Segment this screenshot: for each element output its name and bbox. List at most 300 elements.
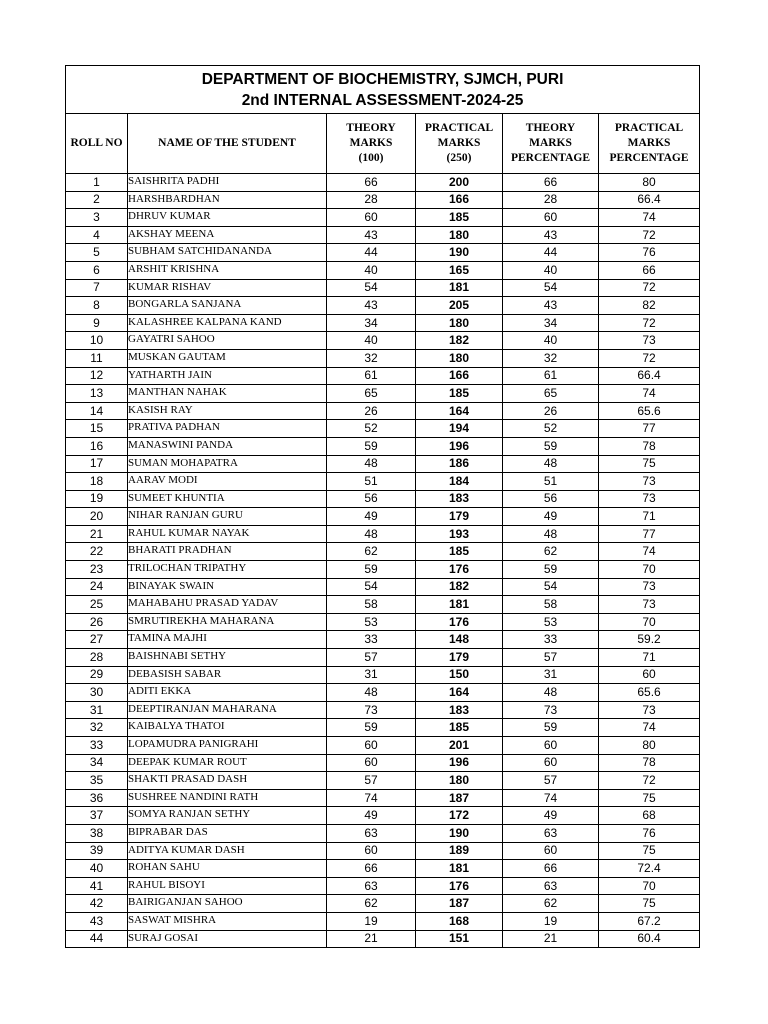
practical-percentage-cell: 72 (599, 279, 700, 297)
student-name-cell: TRILOCHAN TRIPATHY (128, 561, 327, 579)
roll-no-cell: 14 (66, 402, 128, 420)
header-line: PERCENTAGE (510, 152, 591, 164)
theory-marks-cell: 73 (327, 701, 416, 719)
theory-marks-cell: 48 (327, 684, 416, 702)
practical-percentage-cell: 73 (599, 701, 700, 719)
practical-percentage-cell: 80 (599, 174, 700, 192)
roll-no-cell: 30 (66, 684, 128, 702)
theory-marks-cell: 48 (327, 525, 416, 543)
table-row (66, 279, 700, 297)
practical-percentage-cell: 78 (599, 437, 700, 455)
table-row (66, 244, 700, 262)
practical-percentage-cell: 73 (599, 596, 700, 614)
practical-percentage-cell: 68 (599, 807, 700, 825)
theory-marks-cell: 43 (327, 297, 416, 315)
student-name-cell: ADITYA KUMAR DASH (128, 842, 327, 860)
theory-percentage-cell: 61 (503, 367, 599, 385)
practical-marks-cell: 180 (416, 226, 503, 244)
practical-marks-cell: 180 (416, 349, 503, 367)
table-row (66, 191, 700, 209)
practical-marks-cell: 176 (416, 561, 503, 579)
table-row (66, 174, 700, 192)
student-name-cell: BAISHNABI SETHY (128, 649, 327, 667)
theory-marks-cell: 19 (327, 912, 416, 930)
practical-percentage-cell: 72.4 (599, 860, 700, 878)
practical-marks-cell: 164 (416, 402, 503, 420)
roll-no-cell: 4 (66, 226, 128, 244)
theory-marks-cell: 54 (327, 279, 416, 297)
student-name-cell: BINAYAK SWAIN (128, 578, 327, 596)
theory-percentage-cell: 73 (503, 701, 599, 719)
student-name-cell: BAIRIGANJAN SAHOO (128, 895, 327, 913)
roll-no-cell: 21 (66, 525, 128, 543)
col-theory-percentage-header (503, 114, 599, 174)
roll-no-cell: 44 (66, 930, 128, 948)
theory-percentage-cell: 57 (503, 649, 599, 667)
student-name-cell: MUSKAN GAUTAM (128, 349, 327, 367)
table-row (66, 437, 700, 455)
roll-no-cell: 28 (66, 649, 128, 667)
header-line: (100) (358, 152, 384, 164)
theory-percentage-cell: 60 (503, 209, 599, 227)
roll-no-cell: 38 (66, 824, 128, 842)
theory-marks-cell: 32 (327, 349, 416, 367)
practical-marks-cell: 182 (416, 578, 503, 596)
theory-percentage-cell: 60 (503, 737, 599, 755)
practical-percentage-cell: 59.2 (599, 631, 700, 649)
student-name-cell: SMRUTIREKHA MAHARANA (128, 613, 327, 631)
table-row (66, 226, 700, 244)
theory-marks-cell: 74 (327, 789, 416, 807)
theory-percentage-cell: 26 (503, 402, 599, 420)
roll-no-cell: 5 (66, 244, 128, 262)
table-row (66, 578, 700, 596)
roll-no-cell: 32 (66, 719, 128, 737)
theory-marks-cell: 65 (327, 385, 416, 403)
practical-percentage-cell: 73 (599, 332, 700, 350)
theory-percentage-cell: 66 (503, 174, 599, 192)
table-row (66, 684, 700, 702)
student-name-cell: DEEPTIRANJAN MAHARANA (128, 701, 327, 719)
table-row (66, 297, 700, 315)
header-line: MARKS (349, 137, 393, 149)
table-row (66, 737, 700, 755)
practical-marks-cell: 181 (416, 860, 503, 878)
table-row (66, 314, 700, 332)
table-row (66, 631, 700, 649)
roll-no-cell: 12 (66, 367, 128, 385)
title-line-1: DEPARTMENT OF BIOCHEMISTRY, SJMCH, PURI (201, 70, 564, 88)
table-row (66, 649, 700, 667)
practical-marks-cell: 196 (416, 437, 503, 455)
theory-marks-cell: 60 (327, 842, 416, 860)
practical-marks-cell: 183 (416, 490, 503, 508)
practical-marks-cell: 186 (416, 455, 503, 473)
table-row (66, 385, 700, 403)
table-row (66, 349, 700, 367)
theory-marks-cell: 49 (327, 807, 416, 825)
student-name-cell: LOPAMUDRA PANIGRAHI (128, 737, 327, 755)
theory-marks-cell: 54 (327, 578, 416, 596)
table-row (66, 490, 700, 508)
theory-marks-cell: 60 (327, 754, 416, 772)
theory-marks-cell: 66 (327, 174, 416, 192)
theory-marks-cell: 34 (327, 314, 416, 332)
table-row (66, 719, 700, 737)
practical-marks-cell: 150 (416, 666, 503, 684)
theory-marks-cell: 60 (327, 209, 416, 227)
theory-marks-cell: 44 (327, 244, 416, 262)
roll-no-cell: 29 (66, 666, 128, 684)
roll-no-cell: 37 (66, 807, 128, 825)
practical-marks-cell: 182 (416, 332, 503, 350)
theory-percentage-cell: 34 (503, 314, 599, 332)
student-name-cell: DEBASISH SABAR (128, 666, 327, 684)
table-body (66, 174, 700, 948)
table-row (66, 561, 700, 579)
practical-marks-cell: 185 (416, 385, 503, 403)
header-line: PRACTICAL (614, 122, 684, 134)
roll-no-cell: 23 (66, 561, 128, 579)
practical-percentage-cell: 74 (599, 543, 700, 561)
practical-percentage-cell: 60.4 (599, 930, 700, 948)
theory-percentage-cell: 60 (503, 842, 599, 860)
practical-percentage-cell: 78 (599, 754, 700, 772)
theory-marks-cell: 59 (327, 437, 416, 455)
practical-marks-cell: 172 (416, 807, 503, 825)
practical-marks-cell: 166 (416, 367, 503, 385)
theory-percentage-cell: 49 (503, 807, 599, 825)
header-line: ROLL NO (70, 137, 123, 149)
practical-percentage-cell: 70 (599, 877, 700, 895)
student-name-cell: MAHABAHU PRASAD YADAV (128, 596, 327, 614)
theory-marks-cell: 28 (327, 191, 416, 209)
table-row (66, 508, 700, 526)
practical-percentage-cell: 67.2 (599, 912, 700, 930)
table-row (66, 402, 700, 420)
practical-marks-cell: 185 (416, 543, 503, 561)
roll-no-cell: 13 (66, 385, 128, 403)
roll-no-cell: 33 (66, 737, 128, 755)
student-name-cell: KALASHREE KALPANA KAND (128, 314, 327, 332)
theory-percentage-cell: 48 (503, 455, 599, 473)
theory-marks-cell: 33 (327, 631, 416, 649)
table-row (66, 754, 700, 772)
roll-no-cell: 2 (66, 191, 128, 209)
table-row (66, 209, 700, 227)
student-name-cell: SUSHREE NANDINI RATH (128, 789, 327, 807)
practical-marks-cell: 205 (416, 297, 503, 315)
practical-marks-cell: 166 (416, 191, 503, 209)
practical-percentage-cell: 70 (599, 561, 700, 579)
theory-marks-cell: 61 (327, 367, 416, 385)
theory-percentage-cell: 59 (503, 719, 599, 737)
practical-marks-cell: 148 (416, 631, 503, 649)
table-row (66, 860, 700, 878)
theory-percentage-cell: 74 (503, 789, 599, 807)
practical-marks-cell: 176 (416, 877, 503, 895)
practical-marks-cell: 190 (416, 824, 503, 842)
practical-marks-cell: 200 (416, 174, 503, 192)
theory-percentage-cell: 31 (503, 666, 599, 684)
student-name-cell: SAISHRITA PADHI (128, 174, 327, 192)
student-name-cell: NIHAR RANJAN GURU (128, 508, 327, 526)
student-name-cell: YATHARTH JAIN (128, 367, 327, 385)
practical-percentage-cell: 71 (599, 508, 700, 526)
theory-marks-cell: 26 (327, 402, 416, 420)
theory-percentage-cell: 60 (503, 754, 599, 772)
roll-no-cell: 15 (66, 420, 128, 438)
roll-no-cell: 36 (66, 789, 128, 807)
theory-marks-cell: 56 (327, 490, 416, 508)
practical-marks-cell: 184 (416, 473, 503, 491)
practical-percentage-cell: 72 (599, 314, 700, 332)
column-header-row (66, 114, 700, 174)
practical-marks-cell: 185 (416, 719, 503, 737)
table-row (66, 824, 700, 842)
practical-percentage-cell: 77 (599, 525, 700, 543)
practical-marks-cell: 151 (416, 930, 503, 948)
roll-no-cell: 19 (66, 490, 128, 508)
table-row (66, 842, 700, 860)
table-row (66, 772, 700, 790)
student-name-cell: SHAKTI PRASAD DASH (128, 772, 327, 790)
practical-marks-cell: 180 (416, 314, 503, 332)
student-name-cell: ARSHIT KRISHNA (128, 261, 327, 279)
student-name-cell: SUBHAM SATCHIDANANDA (128, 244, 327, 262)
theory-percentage-cell: 43 (503, 226, 599, 244)
table-row (66, 525, 700, 543)
theory-marks-cell: 53 (327, 613, 416, 631)
roll-no-cell: 26 (66, 613, 128, 631)
practical-percentage-cell: 72 (599, 772, 700, 790)
practical-marks-cell: 181 (416, 596, 503, 614)
theory-marks-cell: 63 (327, 877, 416, 895)
student-name-cell: ADITI EKKA (128, 684, 327, 702)
practical-percentage-cell: 76 (599, 824, 700, 842)
header-line: MARKS (627, 137, 671, 149)
roll-no-cell: 25 (66, 596, 128, 614)
header-line: MARKS (529, 137, 572, 149)
roll-no-cell: 39 (66, 842, 128, 860)
theory-marks-cell: 63 (327, 824, 416, 842)
student-name-cell: SOMYA RANJAN SETHY (128, 807, 327, 825)
theory-percentage-cell: 65 (503, 385, 599, 403)
theory-percentage-cell: 62 (503, 543, 599, 561)
table-row (66, 930, 700, 948)
theory-percentage-cell: 53 (503, 613, 599, 631)
practical-marks-cell: 187 (416, 895, 503, 913)
theory-percentage-cell: 48 (503, 684, 599, 702)
student-name-cell: HARSHBARDHAN (128, 191, 327, 209)
student-name-cell: RAHUL BISOYI (128, 877, 327, 895)
theory-percentage-cell: 63 (503, 824, 599, 842)
student-name-cell: BIPRABAR DAS (128, 824, 327, 842)
table-row (66, 261, 700, 279)
theory-percentage-cell: 58 (503, 596, 599, 614)
roll-no-cell: 20 (66, 508, 128, 526)
roll-no-cell: 34 (66, 754, 128, 772)
roll-no-cell: 9 (66, 314, 128, 332)
table-row (66, 543, 700, 561)
student-name-cell: AARAV MODI (128, 473, 327, 491)
practical-percentage-cell: 74 (599, 209, 700, 227)
theory-marks-cell: 40 (327, 332, 416, 350)
student-name-cell: KASISH RAY (128, 402, 327, 420)
practical-marks-cell: 181 (416, 279, 503, 297)
theory-percentage-cell: 59 (503, 437, 599, 455)
col-roll-no-header (66, 114, 128, 174)
roll-no-cell: 6 (66, 261, 128, 279)
header-line: NAME OF THE STUDENT (158, 137, 296, 149)
theory-percentage-cell: 54 (503, 578, 599, 596)
theory-percentage-cell: 28 (503, 191, 599, 209)
practical-percentage-cell: 60 (599, 666, 700, 684)
practical-marks-cell: 180 (416, 772, 503, 790)
practical-percentage-cell: 72 (599, 226, 700, 244)
theory-percentage-cell: 56 (503, 490, 599, 508)
marks-table (65, 65, 700, 948)
theory-percentage-cell: 40 (503, 261, 599, 279)
student-name-cell: ROHAN SAHU (128, 860, 327, 878)
theory-percentage-cell: 63 (503, 877, 599, 895)
theory-percentage-cell: 59 (503, 561, 599, 579)
practical-percentage-cell: 75 (599, 895, 700, 913)
table-row (66, 367, 700, 385)
student-name-cell: TAMINA MAJHI (128, 631, 327, 649)
practical-percentage-cell: 71 (599, 649, 700, 667)
theory-marks-cell: 40 (327, 261, 416, 279)
practical-percentage-cell: 73 (599, 473, 700, 491)
student-name-cell: SURAJ GOSAI (128, 930, 327, 948)
theory-marks-cell: 57 (327, 772, 416, 790)
theory-percentage-cell: 62 (503, 895, 599, 913)
table-row (66, 895, 700, 913)
theory-marks-cell: 59 (327, 719, 416, 737)
theory-marks-cell: 49 (327, 508, 416, 526)
roll-no-cell: 11 (66, 349, 128, 367)
table-row (66, 613, 700, 631)
header-line: THEORY (525, 122, 576, 134)
student-name-cell: AKSHAY MEENA (128, 226, 327, 244)
student-name-cell: MANASWINI PANDA (128, 437, 327, 455)
roll-no-cell: 35 (66, 772, 128, 790)
col-student-name-header (128, 114, 327, 174)
practical-percentage-cell: 65.6 (599, 684, 700, 702)
practical-percentage-cell: 73 (599, 490, 700, 508)
col-practical-percentage-header (599, 114, 700, 174)
student-name-cell: DHRUV KUMAR (128, 209, 327, 227)
table-row (66, 789, 700, 807)
theory-marks-cell: 52 (327, 420, 416, 438)
header-line: (250) (446, 152, 472, 164)
roll-no-cell: 16 (66, 437, 128, 455)
roll-no-cell: 31 (66, 701, 128, 719)
practical-marks-cell: 193 (416, 525, 503, 543)
roll-no-cell: 7 (66, 279, 128, 297)
roll-no-cell: 24 (66, 578, 128, 596)
practical-percentage-cell: 80 (599, 737, 700, 755)
roll-no-cell: 27 (66, 631, 128, 649)
title-line-2: 2nd INTERNAL ASSESSMENT-2024-25 (241, 91, 524, 109)
practical-marks-cell: 194 (416, 420, 503, 438)
practical-percentage-cell: 73 (599, 578, 700, 596)
student-name-cell: BONGARLA SANJANA (128, 297, 327, 315)
student-name-cell: PRATIVA PADHAN (128, 420, 327, 438)
practical-marks-cell: 190 (416, 244, 503, 262)
practical-percentage-cell: 66 (599, 261, 700, 279)
table-row (66, 807, 700, 825)
practical-percentage-cell: 77 (599, 420, 700, 438)
student-name-cell: DEEPAK KUMAR ROUT (128, 754, 327, 772)
practical-percentage-cell: 70 (599, 613, 700, 631)
practical-marks-cell: 187 (416, 789, 503, 807)
practical-percentage-cell: 76 (599, 244, 700, 262)
theory-marks-cell: 43 (327, 226, 416, 244)
theory-percentage-cell: 48 (503, 525, 599, 543)
theory-percentage-cell: 43 (503, 297, 599, 315)
roll-no-cell: 18 (66, 473, 128, 491)
roll-no-cell: 40 (66, 860, 128, 878)
roll-no-cell: 22 (66, 543, 128, 561)
table-row (66, 912, 700, 930)
practical-percentage-cell: 65.6 (599, 402, 700, 420)
table-row (66, 877, 700, 895)
practical-percentage-cell: 66.4 (599, 367, 700, 385)
practical-percentage-cell: 74 (599, 719, 700, 737)
theory-percentage-cell: 21 (503, 930, 599, 948)
student-name-cell: MANTHAN NAHAK (128, 385, 327, 403)
practical-marks-cell: 164 (416, 684, 503, 702)
practical-marks-cell: 201 (416, 737, 503, 755)
practical-marks-cell: 189 (416, 842, 503, 860)
theory-marks-cell: 31 (327, 666, 416, 684)
student-name-cell: GAYATRI SAHOO (128, 332, 327, 350)
practical-marks-cell: 196 (416, 754, 503, 772)
header-line: PRACTICAL (424, 122, 494, 134)
practical-percentage-cell: 66.4 (599, 191, 700, 209)
theory-marks-cell: 66 (327, 860, 416, 878)
table-row (66, 701, 700, 719)
roll-no-cell: 1 (66, 174, 128, 192)
practical-marks-cell: 165 (416, 261, 503, 279)
theory-percentage-cell: 32 (503, 349, 599, 367)
table-row (66, 420, 700, 438)
theory-marks-cell: 48 (327, 455, 416, 473)
theory-percentage-cell: 33 (503, 631, 599, 649)
student-name-cell: SASWAT MISHRA (128, 912, 327, 930)
theory-percentage-cell: 19 (503, 912, 599, 930)
col-theory-marks-header (327, 114, 416, 174)
practical-marks-cell: 176 (416, 613, 503, 631)
practical-marks-cell: 179 (416, 508, 503, 526)
roll-no-cell: 17 (66, 455, 128, 473)
theory-marks-cell: 21 (327, 930, 416, 948)
theory-marks-cell: 57 (327, 649, 416, 667)
roll-no-cell: 43 (66, 912, 128, 930)
practical-marks-cell: 185 (416, 209, 503, 227)
student-name-cell: RAHUL KUMAR NAYAK (128, 525, 327, 543)
practical-marks-cell: 183 (416, 701, 503, 719)
roll-no-cell: 8 (66, 297, 128, 315)
roll-no-cell: 41 (66, 877, 128, 895)
table-row (66, 332, 700, 350)
theory-percentage-cell: 44 (503, 244, 599, 262)
col-practical-marks-header (416, 114, 503, 174)
practical-percentage-cell: 75 (599, 842, 700, 860)
table-row (66, 455, 700, 473)
theory-marks-cell: 62 (327, 895, 416, 913)
